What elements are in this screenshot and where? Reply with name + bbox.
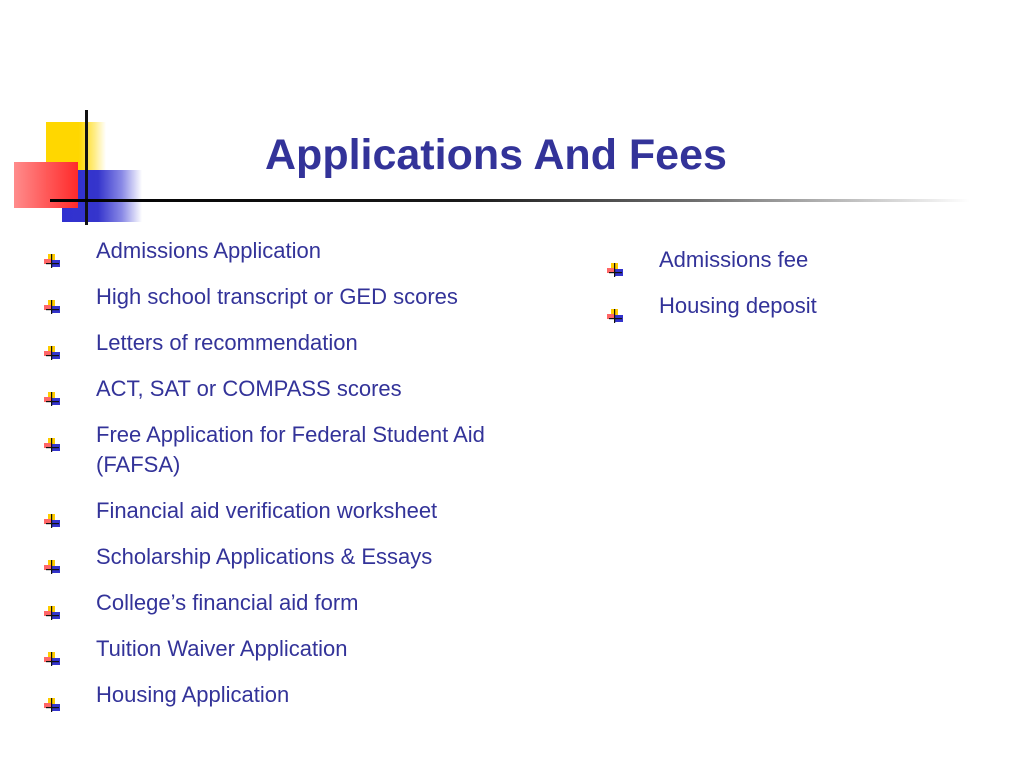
list-item bbox=[44, 634, 564, 664]
list-item bbox=[44, 588, 564, 618]
four-square-bullet-icon bbox=[44, 598, 60, 612]
list-item-text: Free Application for Federal Student Aid (FAFSA) bbox=[96, 422, 485, 477]
list-item-text: Tuition Waiver Application bbox=[96, 636, 348, 661]
list-item-text: Housing deposit bbox=[659, 293, 817, 318]
four-square-bullet-icon bbox=[44, 552, 60, 566]
list-item bbox=[44, 680, 564, 710]
four-square-bullet-icon bbox=[44, 292, 60, 306]
list-item-text: Housing Application bbox=[96, 682, 290, 707]
list-item bbox=[607, 245, 987, 275]
four-square-bullet-icon bbox=[44, 506, 60, 520]
list-item-text: Letters of recommendation bbox=[96, 330, 358, 355]
list-item bbox=[44, 282, 564, 312]
list-item bbox=[607, 291, 987, 321]
four-square-bullet-icon bbox=[44, 430, 60, 444]
list-item bbox=[44, 374, 564, 404]
four-square-bullet-icon bbox=[607, 301, 623, 315]
four-square-bullet-icon bbox=[44, 690, 60, 704]
list-item-text: ACT, SAT or COMPASS scores bbox=[96, 376, 402, 401]
four-square-bullet-icon bbox=[44, 644, 60, 658]
four-square-bullet-icon bbox=[44, 338, 60, 352]
list-item-text: Financial aid verification worksheet bbox=[96, 498, 438, 523]
list-item-text: College’s financial aid form bbox=[96, 590, 359, 615]
four-square-bullet-icon bbox=[44, 384, 60, 398]
list-item bbox=[44, 236, 564, 266]
list-item-text: Admissions Application bbox=[96, 238, 322, 263]
list-item bbox=[44, 328, 564, 358]
title-underline bbox=[50, 199, 970, 202]
four-square-bullet-icon bbox=[607, 255, 623, 269]
right-bullet-list bbox=[607, 245, 987, 337]
list-item bbox=[44, 420, 564, 480]
list-item-text: High school transcript or GED scores bbox=[96, 284, 458, 309]
list-item-text: Admissions fee bbox=[659, 247, 809, 272]
four-square-bullet-icon bbox=[44, 246, 60, 260]
slide-title: Applications And Fees bbox=[265, 131, 727, 179]
logo-vertical-line bbox=[85, 110, 88, 225]
colored-squares-logo bbox=[0, 0, 160, 240]
list-item-text: Scholarship Applications & Essays bbox=[96, 544, 433, 569]
list-item bbox=[44, 496, 564, 526]
list-item bbox=[44, 542, 564, 572]
left-bullet-list bbox=[44, 236, 564, 726]
